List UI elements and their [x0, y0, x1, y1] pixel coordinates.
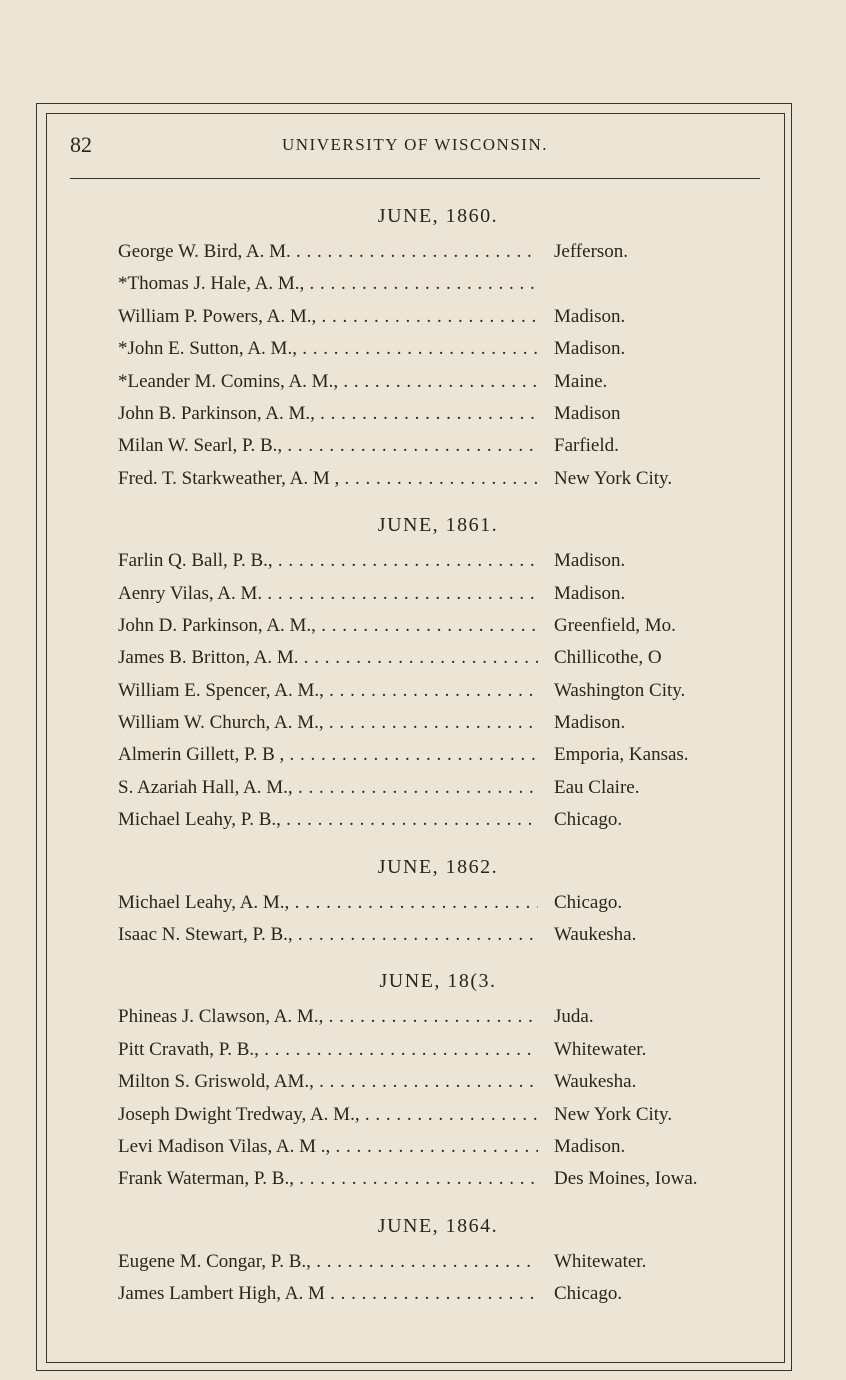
graduate-name: William E. Spencer, A. M., . . .: [118, 675, 538, 707]
graduate-name: James Lambert High, A. M . . .: [118, 1278, 538, 1310]
graduate-entry: [118, 642, 758, 674]
graduate-entry: [118, 804, 758, 836]
graduate-name: *Leander M. Comins, A. M., . . .: [118, 366, 538, 398]
graduate-name: Fred. T. Starkweather, A. M , . . .: [118, 463, 538, 495]
graduate-entry: [118, 578, 758, 610]
graduate-residence: New York City.: [554, 1103, 673, 1125]
graduate-residence: Farfield.: [554, 435, 619, 457]
graduate-name: James B. Britton, A. M. . . .: [118, 642, 538, 674]
section-heading: JUNE, 1864.: [377, 1214, 499, 1237]
graduate-residence: Madison.: [554, 582, 626, 604]
graduate-entry: [118, 236, 758, 268]
graduate-residence: Madison.: [554, 712, 626, 734]
graduate-entry: [118, 398, 758, 430]
graduate-residence: Madison.: [554, 305, 626, 327]
graduate-name: John D. Parkinson, A. M., . . .: [118, 610, 538, 642]
graduate-entry: [118, 366, 758, 398]
graduate-name: William P. Powers, A. M., . . .: [118, 301, 538, 333]
graduate-entry: [118, 1246, 758, 1278]
section-heading: JUNE, 1860.: [377, 205, 499, 227]
graduate-name: Farlin Q. Ball, P. B., . . .: [118, 545, 538, 577]
graduate-residence: Jefferson.: [554, 241, 629, 262]
graduate-residence: Chicago.: [554, 1283, 623, 1305]
year-section: [118, 1206, 758, 1311]
graduate-entry: [118, 1163, 758, 1195]
section-heading: JUNE, 1862.: [377, 855, 499, 878]
graduate-list: [118, 196, 758, 1311]
header-rule: [70, 178, 760, 179]
graduate-residence: Madison.: [554, 1135, 626, 1157]
graduate-entry: [118, 545, 758, 577]
graduate-name: Phineas J. Clawson, A. M., . . .: [118, 1001, 538, 1033]
year-section: [118, 505, 758, 837]
section-heading: JUNE, 1861.: [377, 514, 499, 537]
graduate-residence: Waukesha.: [554, 924, 637, 946]
graduate-name: John B. Parkinson, A. M., . . .: [118, 398, 538, 430]
graduate-name: Pitt Cravath, P. B., . . .: [118, 1034, 538, 1066]
graduate-entry: [118, 887, 758, 919]
graduate-entry: [118, 301, 758, 333]
graduate-name: *John E. Sutton, A. M., . . .: [118, 333, 538, 365]
graduate-name: Milton S. Griswold, AM., . . .: [118, 1066, 538, 1098]
graduate-residence: Whitewater.: [554, 1250, 647, 1272]
graduate-entry: [118, 772, 758, 804]
year-section: [118, 961, 758, 1195]
graduate-entry: [118, 430, 758, 462]
running-title: UNIVERSITY OF WISCONSIN.: [282, 135, 548, 154]
page-header: [70, 132, 760, 166]
graduate-residence: Emporia, Kansas.: [554, 744, 689, 766]
graduate-residence: Washington City.: [554, 679, 686, 701]
section-heading: JUNE, 18(3.: [379, 970, 497, 993]
graduate-residence: Whitewater.: [554, 1038, 647, 1060]
graduate-residence: New York City.: [554, 467, 673, 489]
graduate-residence: Greenfield, Mo.: [554, 614, 676, 636]
graduate-entry: [118, 919, 758, 951]
graduate-entry: [118, 1034, 758, 1066]
graduate-name: Joseph Dwight Tredway, A. M., . . .: [118, 1099, 538, 1131]
year-section: [118, 196, 758, 495]
graduate-entry: [118, 675, 758, 707]
graduate-name: Levi Madison Vilas, A. M ., . . .: [118, 1131, 538, 1163]
graduate-residence: Waukesha.: [554, 1071, 637, 1093]
graduate-residence: Des Moines, Iowa.: [554, 1168, 698, 1190]
graduate-residence: Chicago.: [554, 891, 623, 913]
graduate-name: Aenry Vilas, A. M. . . .: [118, 578, 538, 610]
graduate-name: George W. Bird, A. M. . . .: [118, 236, 538, 268]
graduate-entry: [118, 268, 758, 300]
graduate-entry: [118, 1099, 758, 1131]
graduate-name: S. Azariah Hall, A. M., . . .: [118, 772, 538, 804]
graduate-entry: [118, 463, 758, 495]
graduate-entry: [118, 1066, 758, 1098]
graduate-name: Michael Leahy, P. B., . . .: [118, 804, 538, 836]
year-section: [118, 847, 758, 952]
graduate-residence: Chillicothe, O: [554, 647, 662, 669]
graduate-residence: Juda.: [554, 1006, 594, 1028]
page-number: 82: [70, 132, 92, 157]
graduate-entry: [118, 1131, 758, 1163]
graduate-name: Frank Waterman, P. B., . . .: [118, 1163, 538, 1195]
graduate-name: Almerin Gillett, P. B , . . .: [118, 739, 538, 771]
graduate-name: Eugene M. Congar, P. B., . . .: [118, 1246, 538, 1278]
graduate-entry: [118, 739, 758, 771]
graduate-name: Milan W. Searl, P. B., . . .: [118, 430, 538, 462]
graduate-entry: [118, 707, 758, 739]
graduate-entry: [118, 333, 758, 365]
graduate-entry: [118, 1278, 758, 1310]
graduate-name: William W. Church, A. M., . . .: [118, 707, 538, 739]
graduate-residence: Chicago.: [554, 809, 623, 831]
graduate-residence: Madison.: [554, 338, 626, 360]
graduate-residence: Maine.: [554, 370, 608, 392]
graduate-name: Michael Leahy, A. M., . . .: [118, 887, 538, 919]
graduate-entry: [118, 1001, 758, 1033]
graduate-name: *Thomas J. Hale, A. M., . . .: [118, 268, 538, 300]
graduate-residence: Madison.: [554, 550, 626, 572]
graduate-entry: [118, 610, 758, 642]
graduate-residence: Madison: [554, 402, 621, 424]
graduate-residence: Eau Claire.: [554, 776, 640, 798]
graduate-name: Isaac N. Stewart, P. B., . . .: [118, 919, 538, 951]
